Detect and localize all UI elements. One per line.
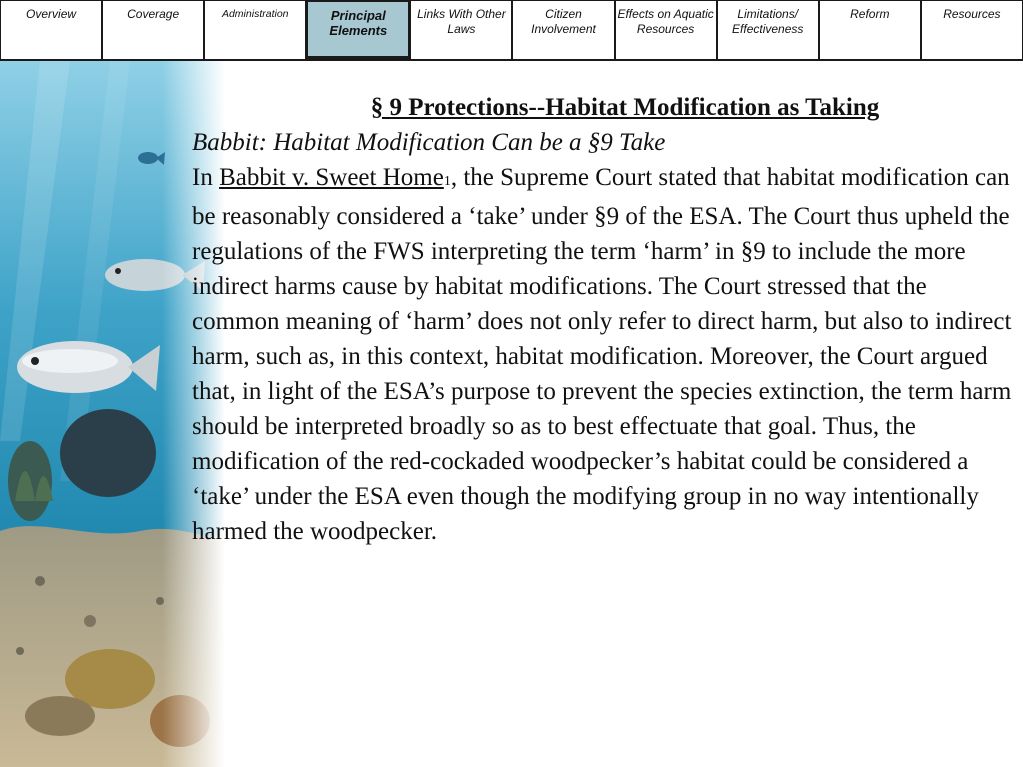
- tab-reform[interactable]: Reform: [819, 0, 921, 59]
- tab-links-with-other-laws[interactable]: Links With Other Laws: [410, 0, 512, 59]
- top-navigation: [0, 0, 1023, 61]
- body-prefix: In: [192, 164, 220, 191]
- slide-heading: § 9 Protections--Habitat Modification as Taking: [370, 94, 880, 121]
- footnote-marker[interactable]: 1: [443, 174, 451, 189]
- tab-principal-elements[interactable]: Principal Elements: [306, 0, 410, 59]
- case-link-babbit-v-sweet-home[interactable]: Babbit v. Sweet Home: [219, 164, 444, 191]
- tab-administration[interactable]: Administration: [204, 0, 306, 59]
- slide-body: [192, 160, 1018, 549]
- tab-overview[interactable]: Overview: [0, 0, 102, 59]
- tab-citizen-involvement[interactable]: Citizen Involvement: [512, 0, 614, 59]
- slide-content: [192, 92, 1018, 549]
- tab-resources[interactable]: Resources: [921, 0, 1023, 59]
- tab-effects-on-aquatic-resources[interactable]: Effects on Aquatic Resources: [615, 0, 717, 59]
- tab-coverage[interactable]: Coverage: [102, 0, 204, 59]
- body-text: , the Supreme Court stated that habitat modification can be reasonably considered a ‘take’ under §9 of the ESA. The Court thus upheld the regulations of the FWS interpreting the term ‘harm’ in §9 to include the more indirect harms cause by habitat modifications. The Court stressed that the common meaning of ‘harm’ does not only refer to direct harm, but also to indirect harm, such as, in this context, habitat modification. Moreover, the Court argued that, in light of the ESA’s purpose to prevent the species extinction, the term harm should be interpreted broadly so as to best effectuate that goal. Thus, the modification of the red-cockaded woodpecker’s habitat could be considered a ‘take’ under the ESA even though the modifying group in no way intentionally harmed the woodpecker.: [192, 164, 1012, 545]
- slide-subheading: Babbit: Habitat Modification Can be a §9 Take: [192, 129, 666, 156]
- tab-limitations-effectiveness[interactable]: Limitations/ Effectiveness: [717, 0, 819, 59]
